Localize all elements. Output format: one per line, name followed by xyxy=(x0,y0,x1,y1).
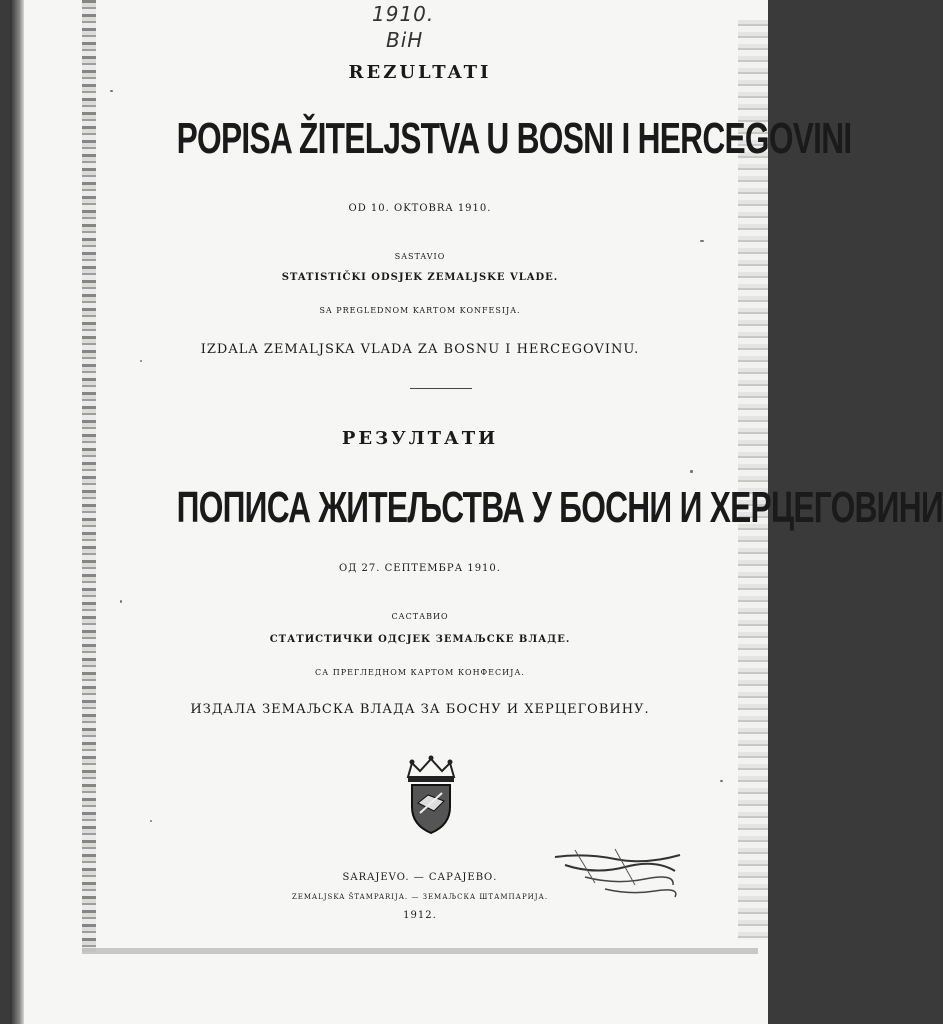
scan-speck xyxy=(700,240,704,242)
cyrillic-map-note: СА ПРЕГЛЕДНОМ КАРТОМ КОНФЕСИЈА. xyxy=(315,668,525,677)
latin-results-label: REZULTATI xyxy=(348,62,492,83)
cyrillic-publisher: ИЗДАЛА ЗЕМАЉСКА ВЛАДА ЗА БОСНУ И ХЕРЦЕГОВИНУ. xyxy=(190,702,650,717)
scan-speck xyxy=(140,360,142,362)
handwritten-year: 1910. xyxy=(372,2,435,26)
cyrillic-title-wrap xyxy=(82,483,943,533)
section-divider xyxy=(410,388,472,389)
imprint-city: SARAJEVO. — САРАЈЕВО. xyxy=(342,872,498,883)
imprint-year: 1912. xyxy=(403,910,437,921)
latin-publisher: IZDALA ZEMALJSKA VLADA ZA BOSNU I HERCEGOVINU. xyxy=(200,342,640,357)
latin-title-wrap xyxy=(82,114,852,164)
latin-compiler: STATISTIČKI ODSJEK ZEMALJSKE VLADE. xyxy=(281,272,559,283)
imprint-printer: ZEMALJSKA ŠTAMPARIJA. — ЗЕМАЉСКА ШТАМПАРИЈА. xyxy=(291,893,549,901)
cyrillic-title: ПОПИСА ЖИТЕЉСТВА У БОСНИ И ХЕРЦЕГОВИНИ xyxy=(176,483,943,532)
scan-speck xyxy=(690,470,693,473)
latin-date: OD 10. OKTOBRA 1910. xyxy=(348,203,492,214)
latin-map-note: SA PREGLEDNOM KARTOM KONFESIJA. xyxy=(319,306,521,315)
cyrillic-results-label: РЕЗУЛТАТИ xyxy=(341,428,499,449)
library-stamp-icon xyxy=(555,845,685,905)
handwritten-note: BiH xyxy=(386,28,424,52)
cyrillic-date: ОД 27. СЕПТЕМБРА 1910. xyxy=(339,563,501,574)
coat-of-arms-icon xyxy=(400,755,462,835)
cyrillic-compiler: СТАТИСТИЧКИ ОДСЈЕК ЗЕМАЉСКЕ ВЛАДЕ. xyxy=(269,634,571,645)
latin-title: POPISA ŽITELJSTVA U BOSNI I HERCEGOVINI xyxy=(176,114,852,163)
scan-speck xyxy=(720,780,723,782)
bottom-page-edge xyxy=(82,948,758,954)
cyrillic-compiled-by-label: САСТАВИО xyxy=(391,612,449,621)
scan-speck xyxy=(110,90,113,92)
scan-speck xyxy=(150,820,152,822)
scan-speck xyxy=(120,600,122,603)
book-spine xyxy=(10,0,24,1024)
latin-compiled-by-label: SASTAVIO xyxy=(394,252,446,261)
